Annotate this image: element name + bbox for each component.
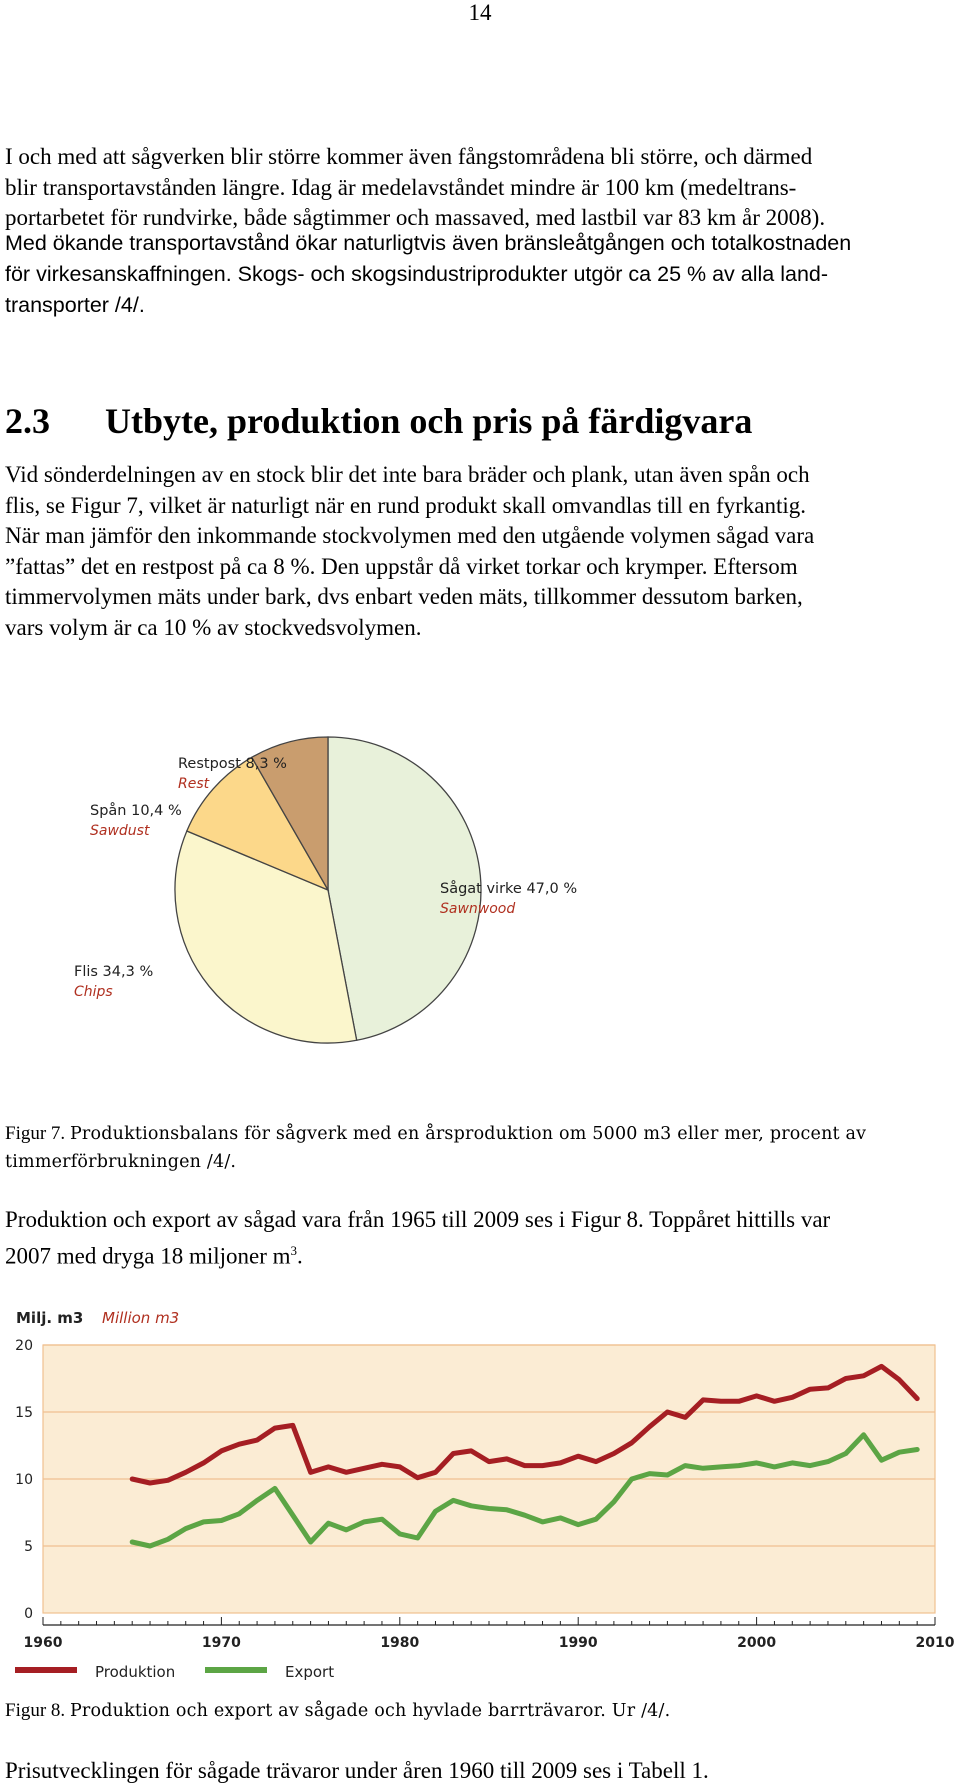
pie-label-en: Sawdust <box>90 823 150 839</box>
figure7-caption-text-2: timmerförbrukningen /4/. <box>5 1152 237 1172</box>
y-axis-title: Milj. m3 <box>16 1309 84 1327</box>
line-chart <box>10 1300 955 1700</box>
text-line: Produktion och export av sågad vara från 1965 till 2009 ses i Figur 8. Toppåret hittills var <box>5 1207 831 1232</box>
text-line: I och med att sågverken blir större kommer även fångstområdena bli större, och därmed <box>5 144 813 169</box>
text-line: timmervolymen mäts under bark, dvs enbart veden mäts, tillkommer dessutom barken, <box>5 584 803 609</box>
text-line: blir transportavstånden längre. Idag är medelavståndet mindre är 100 km (medeltrans- <box>5 174 797 200</box>
text-line: När man jämför den inkommande stockvolymen med den utgående volymen sågad vara <box>5 523 815 548</box>
pie-label-en: Sawnwood <box>440 901 516 917</box>
x-tick-label: 2010 <box>915 1635 955 1651</box>
text-line: för virkesanskaffningen. Skogs- och skogsindustriprodukter utgör ca 25 % av alla land- <box>5 262 829 286</box>
figure8-caption <box>5 1697 945 1725</box>
pie-label-en: Chips <box>74 984 113 1000</box>
text-line: Vid sönderdelningen av en stock blir det inte bara bräder och plank, utan även spån och <box>5 462 810 487</box>
x-tick-label: 2000 <box>737 1635 777 1651</box>
text-line: 2007 med dryga 18 miljoner $m^3$. <box>5 1242 303 1269</box>
x-tick-label: 1970 <box>201 1635 241 1651</box>
figure8-caption-label: Figur 8. <box>5 1700 66 1721</box>
pie-label: Restpost 8,3 % <box>178 756 287 772</box>
paragraph-production <box>5 1205 945 1272</box>
x-tick-label: 1980 <box>380 1635 420 1651</box>
text-line: Prisutvecklingen för sågade trävaror under åren 1960 till 2009 ses i Tabell 1. <box>5 1758 709 1783</box>
page-number: 14 <box>468 0 492 25</box>
y-tick-label: 20 <box>15 1338 33 1354</box>
y-axis-title-en: Million m3 <box>102 1309 180 1327</box>
pie-label: Spån 10,4 % <box>90 803 182 819</box>
y-tick-label: 15 <box>15 1405 33 1421</box>
figure7-caption-text: Produktionsbalans för sågverk med en årsproduktion om 5000 m3 eller mer, procent av <box>69 1124 867 1144</box>
x-tick-label: 1990 <box>558 1635 598 1651</box>
pie-label-en: Rest <box>178 776 210 792</box>
paragraph-price <box>5 1756 945 1787</box>
y-tick-label: 0 <box>24 1606 33 1622</box>
pie-chart <box>60 700 700 1080</box>
text-line: transporter /4/. <box>5 293 145 317</box>
section-heading <box>5 400 752 442</box>
legend-label: Export <box>285 1663 335 1681</box>
section-title: Utbyte, produktion och pris på färdigvara <box>105 401 753 441</box>
legend-label: Produktion <box>95 1663 176 1681</box>
y-tick-label: 5 <box>24 1539 33 1555</box>
text-line: vars volym är ca 10 % av stockvedsvolymen. <box>5 614 422 640</box>
section-number: 2.3 <box>5 401 50 441</box>
figure7-caption <box>5 1120 945 1176</box>
pie-label: Sågat virke 47,0 % <box>440 881 578 897</box>
figure8-caption-text: Produktion och export av sågade och hyvlade barrträvaror. Ur /4/. <box>69 1701 671 1721</box>
pie-label: Flis 34,3 % <box>74 964 154 980</box>
x-tick-label: 1960 <box>23 1635 63 1651</box>
text-line: portarbetet för rundvirke, både sågtimmer och massaved, med lastbil var 83 km år 2008). <box>5 205 826 230</box>
paragraph-transport-cont <box>5 228 945 321</box>
figure7-caption-label: Figur 7. <box>5 1123 66 1144</box>
text-line: ”fattas” det en restpost på ca 8 %. Den uppstår då virket torkar och krymper. Eftersom <box>5 553 798 579</box>
paragraph-transport <box>5 142 945 234</box>
paragraph-yield <box>5 460 945 643</box>
y-tick-label: 10 <box>15 1472 33 1488</box>
text-line: Med ökande transportavstånd ökar naturligtvis även bränsleåtgången och totalkostnaden <box>5 231 852 255</box>
text-line: flis, se Figur 7, vilket är naturligt när en rund produkt skall omvandlas till en fyrkantig. <box>5 492 807 518</box>
